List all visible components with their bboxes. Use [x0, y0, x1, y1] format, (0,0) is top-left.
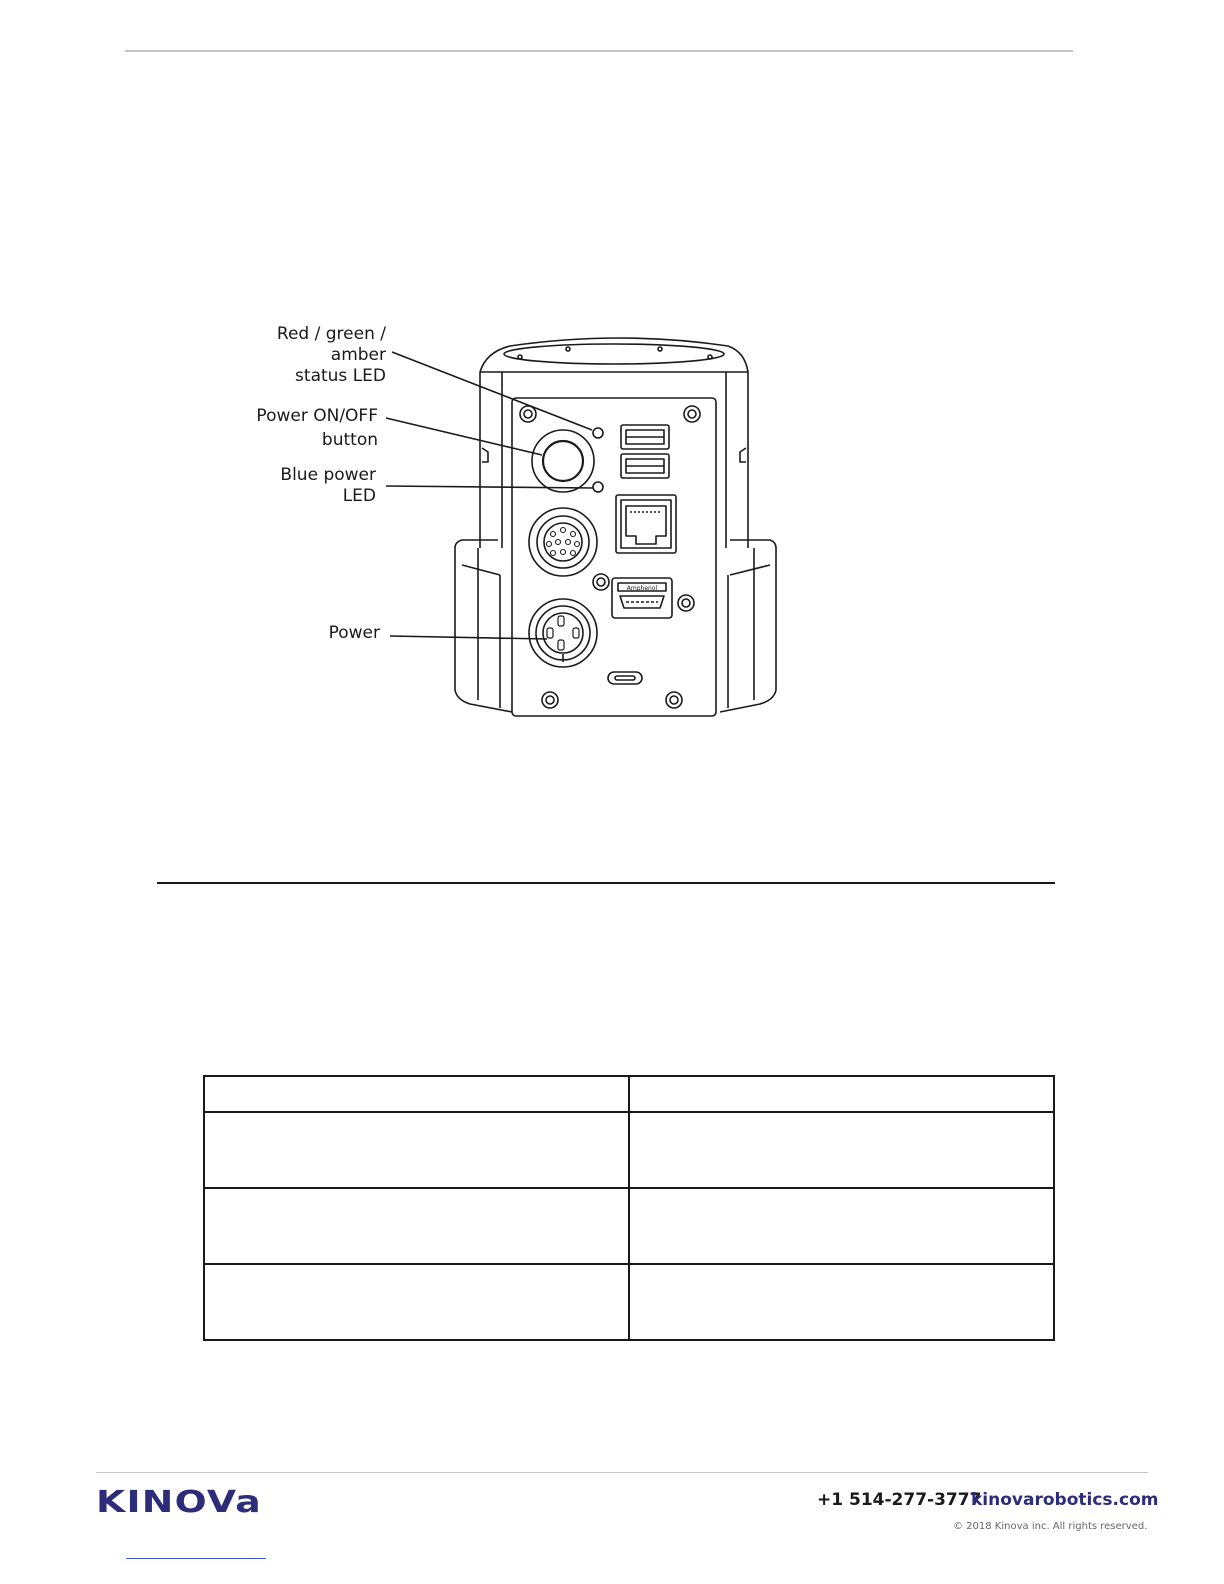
callout-status-led-line2: amber: [330, 345, 386, 365]
footer-copyright: © 2018 Kinova inc. All rights reserved.: [953, 1521, 1148, 1532]
hdmi-brand-label: Amphenol: [626, 585, 658, 592]
leader-blue-led: [386, 486, 594, 488]
footer-link-underline: [126, 1558, 266, 1559]
footer-rule: [96, 1472, 1148, 1473]
footer-phone: +1 514-277-3777: [817, 1490, 982, 1510]
status-led: [593, 428, 603, 438]
table-cell: [204, 1112, 629, 1188]
table-cell: [204, 1188, 629, 1264]
table-cell: [629, 1076, 1054, 1112]
table-cell: [629, 1264, 1054, 1340]
callout-blue-led-line2: LED: [342, 486, 376, 506]
power-button: [543, 441, 583, 481]
callout-power-button-line1: Power ON/OFF: [256, 406, 378, 426]
table-cell: [629, 1188, 1054, 1264]
table-cell: [629, 1112, 1054, 1188]
callout-power-button-line2: button: [321, 430, 378, 450]
leader-power-button: [386, 418, 542, 455]
table-row: [204, 1264, 1054, 1340]
blue-power-led: [593, 482, 603, 492]
leader-status-led: [392, 352, 592, 430]
leader-power: [390, 636, 547, 639]
callout-status-led-line3: status LED: [295, 366, 386, 386]
callout-status-led-line1: Red / green /: [276, 324, 386, 344]
section-divider: [157, 882, 1055, 884]
power-button-bezel: [532, 430, 594, 492]
callout-blue-led-line1: Blue power: [280, 465, 376, 485]
footer-website-link[interactable]: kinovarobotics.com: [971, 1490, 1159, 1510]
table-header-row: [204, 1076, 1054, 1112]
table-cell: [204, 1264, 629, 1340]
info-table: [203, 1075, 1055, 1341]
table-cell: [204, 1076, 629, 1112]
io-connector: [529, 508, 597, 576]
micro-usb-port: [608, 672, 642, 684]
table-row: [204, 1188, 1054, 1264]
callout-power-line1: Power: [328, 623, 380, 643]
kinova-logo: [96, 1486, 266, 1516]
table-row: [204, 1112, 1054, 1188]
kinova-logo-text: KINOVa: [96, 1486, 262, 1516]
